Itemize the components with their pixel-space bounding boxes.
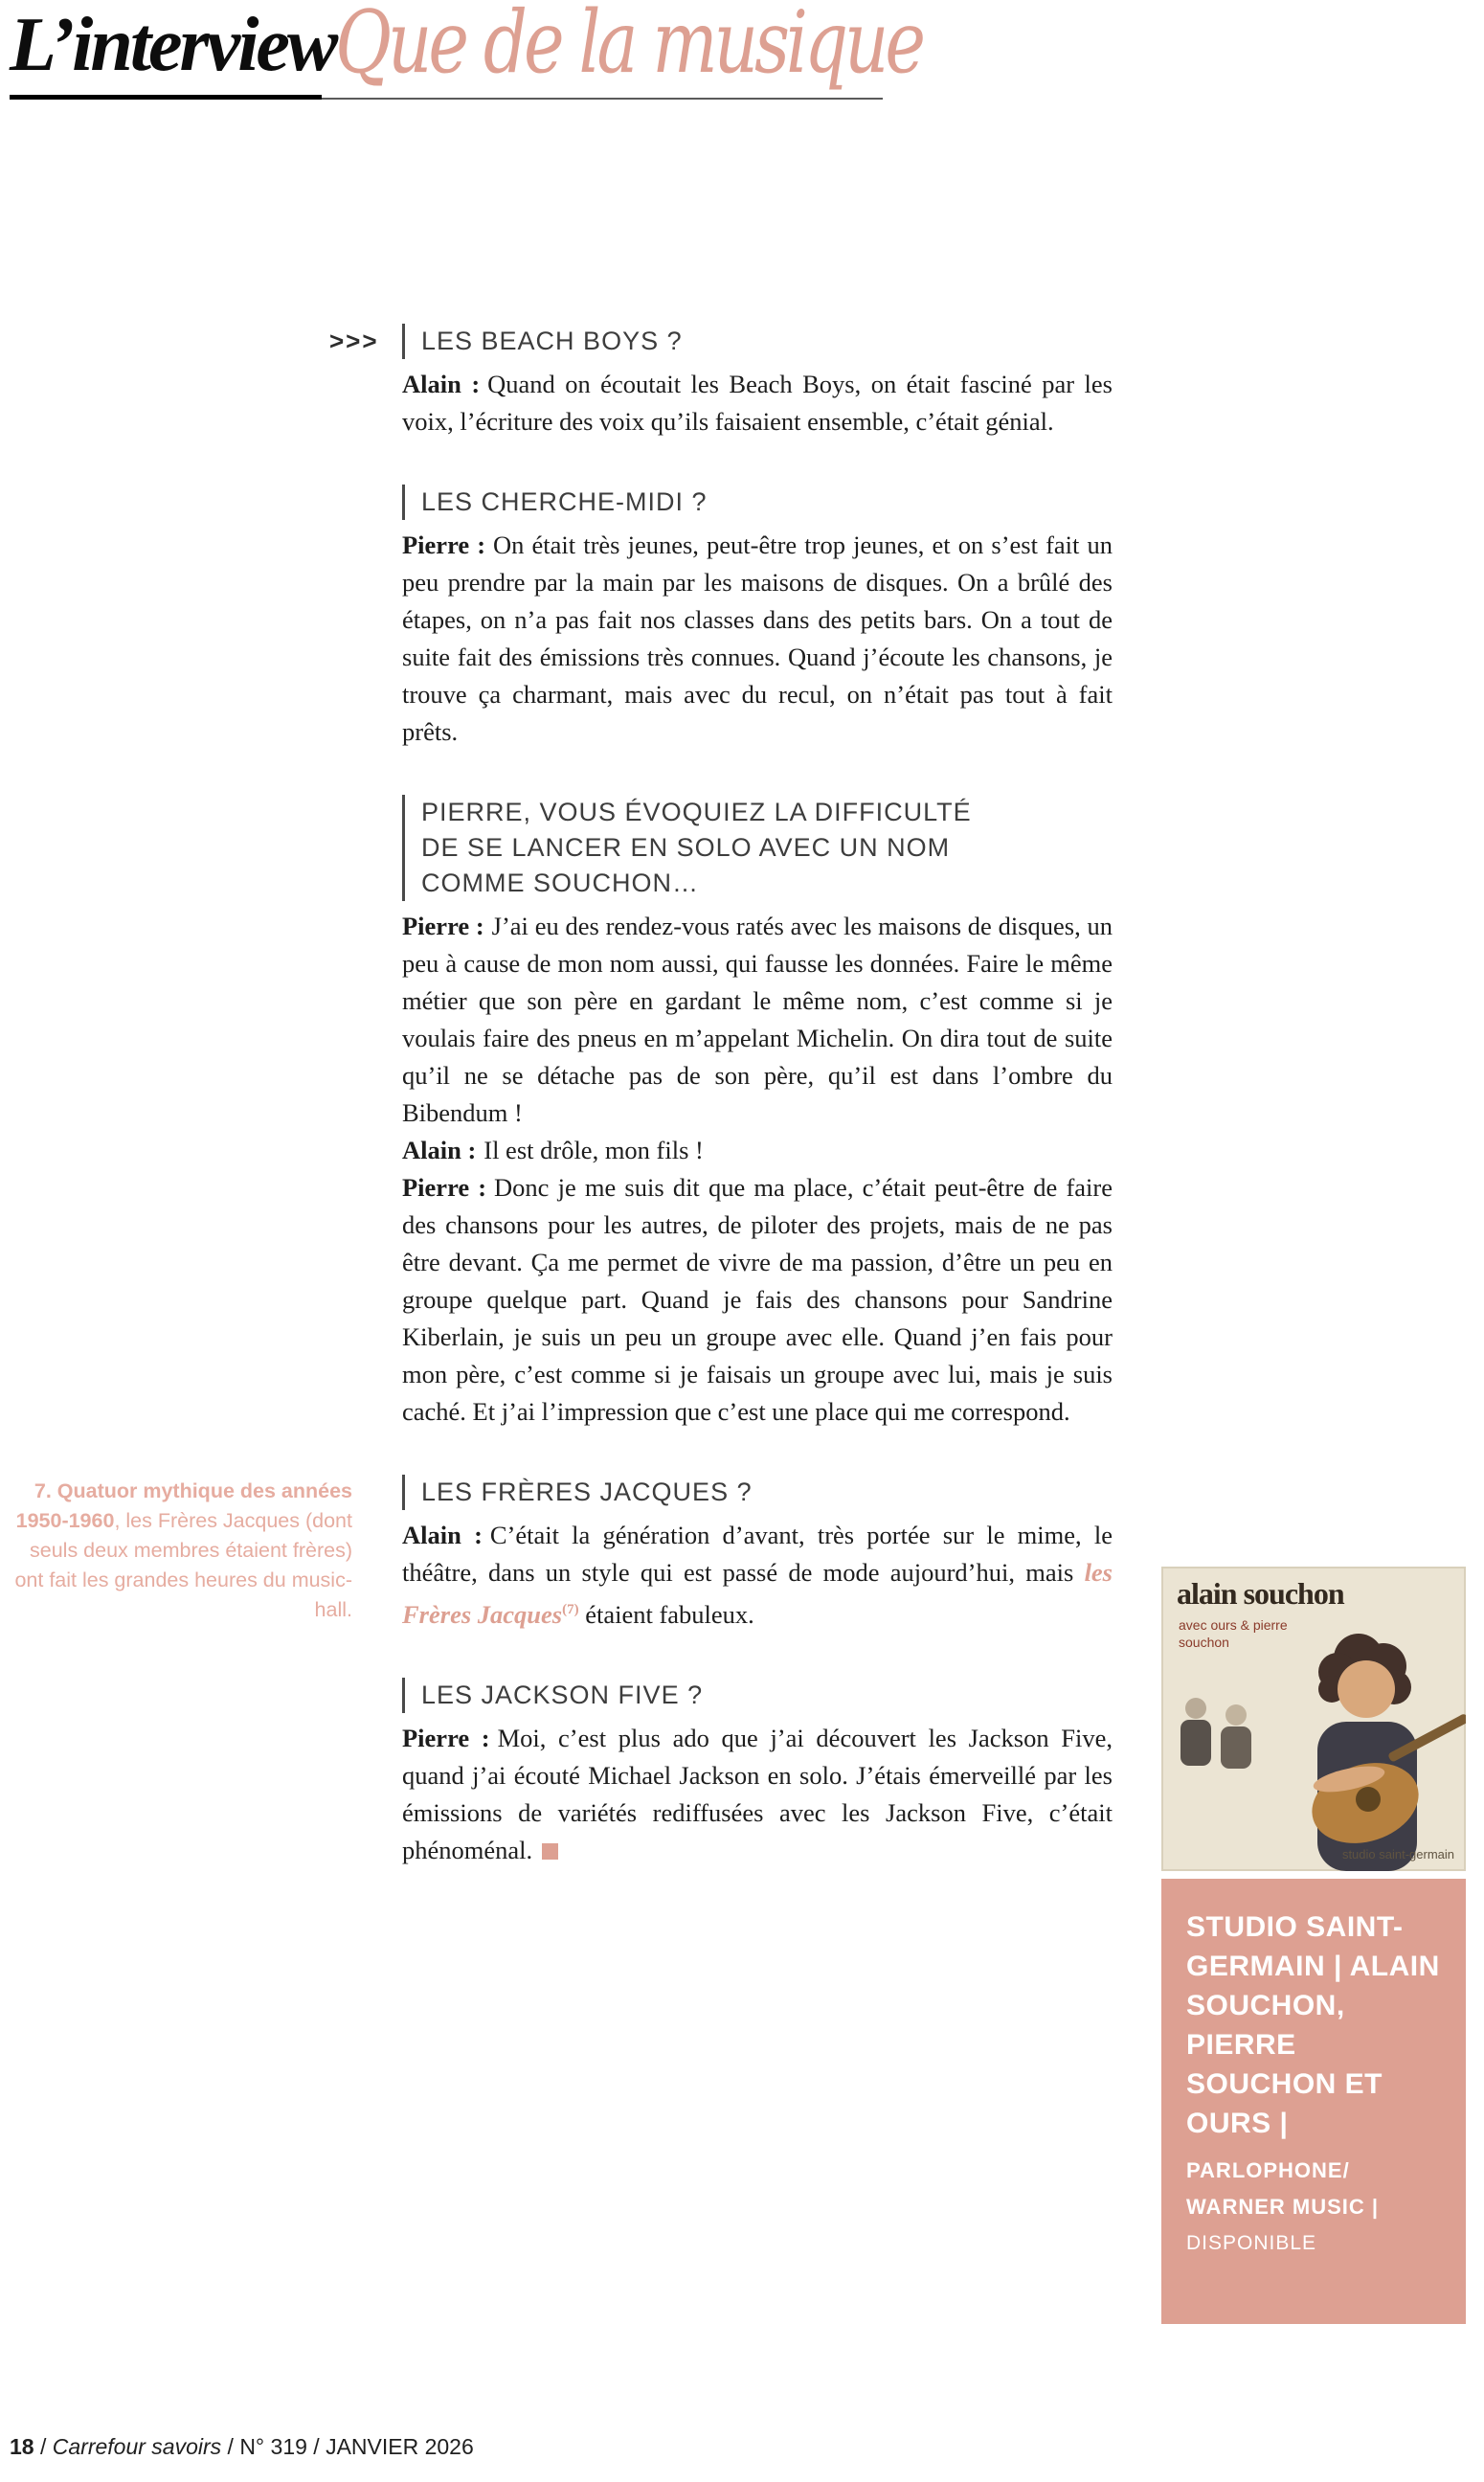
answer-paragraph [402, 1132, 1113, 1169]
answer-paragraph [402, 366, 1113, 440]
question-heading: LES JACKSON FIVE ? [402, 1678, 988, 1713]
magazine-name: Carrefour savoirs [52, 2434, 222, 2459]
answer-paragraph [402, 1517, 1113, 1634]
header-rule-thin [322, 98, 883, 100]
infobox-studio: STUDIO SAINT-GERMAIN | [1186, 1911, 1404, 1982]
end-mark-square [542, 1843, 558, 1860]
qa-freres-jacques [14, 1475, 1113, 1634]
page-footer [10, 2434, 474, 2460]
question-heading: PIERRE, VOUS ÉVOQUIEZ LA DIFFICULTÉ DE SE LANCER EN SOLO AVEC UN NOM COMME SOUCHON… [402, 795, 988, 901]
answer-text: On était très jeunes, peut-être trop jeunes, et on s’est fait un peu prendre par la main par les maisons de disques. On a brûlé des étapes, on n’a pas fait nos classes dans des petits bars. On a tout de suite fait des émissions très connues. Quand j’écoute les chansons, je trouve ça charmant, mais avec du recul, on n’était pas tout à fait prêts. [402, 530, 1113, 746]
footnote-bold: 7. Quatuor mythique des années 1950-1960 [15, 1479, 352, 1532]
answer-text: Moi, c’est plus ado que j’ai découvert les Jackson Five, quand j’ai écouté Michael Jackson en solo. J’étais émerveillé par les émissions de variétés rediffusées avec les Jackson Five, c’était phénoménal. [402, 1723, 1113, 1864]
infobox-availability: DISPONIBLE [1186, 2232, 1317, 2254]
header-rule-black [10, 95, 322, 100]
page-title: Que de la musique [335, 0, 923, 93]
section-title: L’interview [10, 3, 336, 87]
qa-cherche-midi [402, 485, 1113, 751]
interview-column [14, 324, 1113, 1869]
answer-text: C’était la génération d’avant, très portée sur le mime, le théâtre, dans un style qui est passé de mode aujourd’hui, mais [402, 1521, 1113, 1587]
speaker-name: Alain : [402, 1521, 483, 1549]
qa-solo-souchon [402, 795, 1113, 1431]
page-number: 18 [10, 2434, 34, 2459]
answer-text: J’ai eu des rendez-vous ratés avec les maisons de disques, un peu à cause de mon nom aussi, qui fausse les données. Faire le même métier que son père en gardant le même nom, c’est comme si je voulais faire des pneus en m’appelant Michelin. On dira tout de suite qu’il ne se détache pas de son père, qu’il est dans l’ombre du Bibendum ! [402, 912, 1113, 1127]
speaker-name: Alain : [402, 370, 481, 398]
album-cover [1161, 1567, 1466, 1871]
infobox-main-text [1186, 1907, 1441, 2143]
question-heading: LES FRÈRES JACQUES ? [402, 1475, 988, 1510]
release-info-box [1161, 1879, 1466, 2324]
qa-beach-boys [329, 324, 1113, 440]
answer-text: Il est drôle, mon fils ! [483, 1136, 704, 1164]
footnote-text: , les Frères Jacques (dont seuls deux membres étaient frères) ont fait les grandes heures du music-hall. [14, 1509, 352, 1621]
answer-paragraph [402, 1720, 1113, 1869]
question-heading: LES BEACH BOYS ? [402, 324, 988, 359]
infobox-artists: ALAIN SOUCHON, PIERRE SOUCHON ET OURS | [1186, 1951, 1440, 2139]
album-featuring: avec ours & pierre souchon [1179, 1617, 1288, 1650]
answer-text: Quand on écoutait les Beach Boys, on était fasciné par les voix, l’écriture des voix qu’ils faisaient ensemble, c’était génial. [402, 370, 1113, 436]
speaker-name: Pierre : [402, 530, 486, 559]
speaker-name: Pierre : [402, 912, 484, 940]
margin-footnote [6, 1477, 352, 1625]
album-studio: studio saint-germain [1341, 1847, 1454, 1862]
answer-text: Donc je me suis dit que ma place, c’était peut-être de faire des chansons pour les autres, de piloter des projets, mais de ne pas être devant. Ça me permet de vivre de ma passion, d’être un peu en groupe quelque part. Quand je fais des chansons pour Sandrine Kiberlain, je suis un peu un groupe avec elle. Quand j’en fais pour mon père, c’est comme si je faisais un groupe avec lui, mais je suis caché. Et j’ai l’impression que c’est une place qui me correspond. [402, 1173, 1113, 1426]
speaker-name: Alain : [402, 1136, 477, 1164]
question-heading: LES CHERCHE-MIDI ? [402, 485, 988, 520]
speaker-name: Pierre : [402, 1173, 487, 1202]
speaker-name: Pierre : [402, 1723, 490, 1752]
infobox-label: PARLOPHONE/ WARNER MUSIC | [1186, 2158, 1380, 2219]
qa-jackson-five [402, 1678, 1113, 1869]
answer-text: étaient fabuleux. [578, 1599, 754, 1629]
issue-number: / N° 319 / [221, 2434, 326, 2459]
album-illustration [1161, 1567, 1466, 1871]
answer-paragraph [402, 1169, 1113, 1431]
footer-separator: / [34, 2434, 53, 2459]
issue-date: JANVIER 2026 [326, 2434, 474, 2459]
continuation-marker: >>> [329, 327, 379, 355]
answer-paragraph [402, 527, 1113, 751]
answer-paragraph [402, 908, 1113, 1132]
album-artist: alain souchon [1177, 1576, 1344, 1611]
highlight-freres-jacques: les Frères Jacques [402, 1558, 1113, 1629]
footnote-ref: (7) [562, 1602, 579, 1617]
